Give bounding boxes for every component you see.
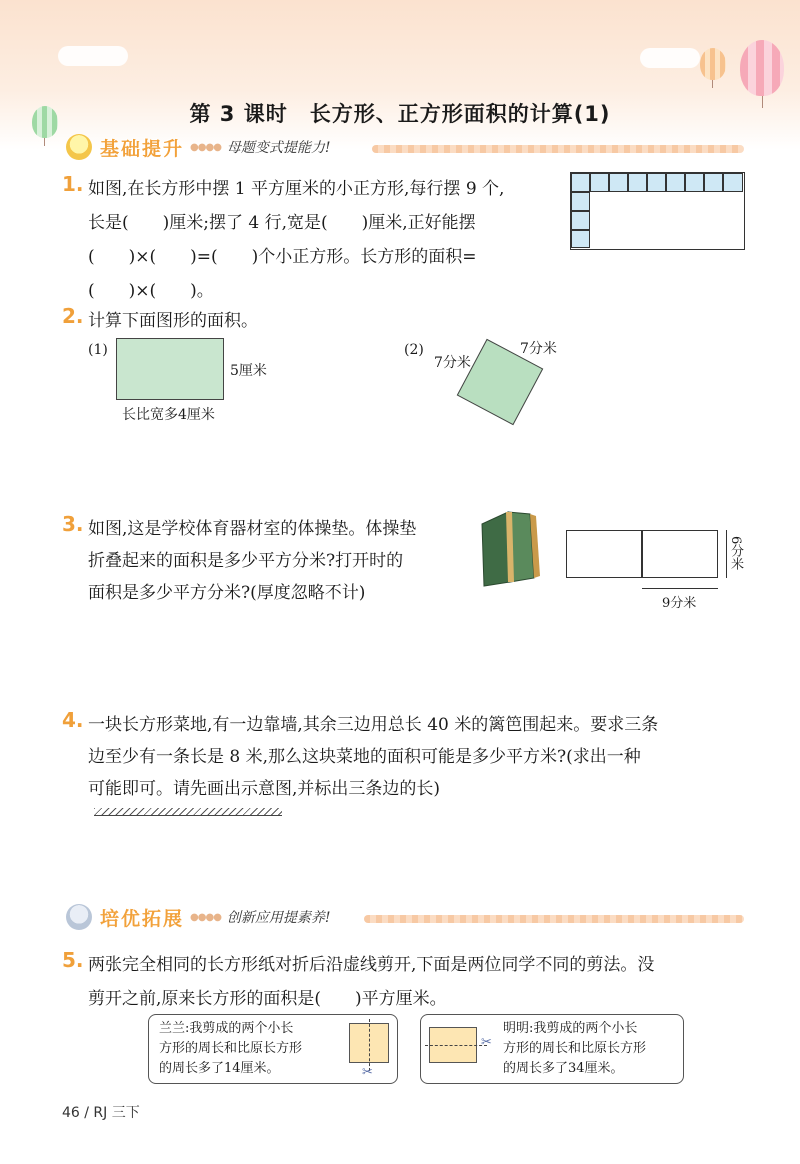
unit-square [647,173,666,192]
question-text-line: 面积是多少平方分米?(厚度忽略不计) [88,583,366,603]
hot-air-balloon-icon [700,48,726,80]
question-text-line: 一块长方形菜地,有一边靠墙,其余三边用总长 40 米的篱笆围起来。要求三条 [88,715,659,735]
student-card-mingming [420,1014,684,1084]
question-text-line: 折叠起来的面积是多少平方分米?打开时的 [88,551,404,571]
section-divider [372,145,744,153]
question-number: 4. [62,708,84,732]
length-relation-label: 长比宽多4厘米 [122,407,215,423]
cloud-decoration [58,46,128,66]
lesson-number: 第 3 课时 [189,102,288,126]
question-text-line: 长是( )厘米;摆了 4 行,宽是( )厘米,正好能摆 [88,213,476,233]
question-text-line: ( )×( )。 [88,281,214,301]
cut-line [369,1019,370,1071]
card-text-line: 明明:我剪成的两个小长 [503,1021,638,1036]
card-text-line: 方形的周长和比原长方形 [503,1041,647,1056]
card-text-line: 兰兰:我剪成的两个小长 [159,1021,294,1036]
unit-square [628,173,647,192]
unit-square [590,173,609,192]
question-number: 1. [62,172,84,196]
page-title [0,98,800,128]
unit-square [609,173,628,192]
dimension-line [642,588,718,589]
figure-label: (2) [404,342,424,358]
section-slogan: 母题变式提能力! [226,140,331,156]
student-card-lanlan [148,1014,398,1084]
cloud-decoration [640,48,700,68]
side-dimension-label: 6分米 [728,536,743,571]
question-text-line: ( )×( )=( )个小正方形。长方形的面积= [88,247,477,267]
card-text-line: 的周长多了34厘米。 [503,1061,624,1076]
unit-square [571,211,590,230]
unit-square [685,173,704,192]
rocket-icon [66,904,92,930]
question-text-line: 剪开之前,原来长方形的面积是( )平方厘米。 [88,989,447,1009]
side-length-label: 5厘米 [230,363,267,379]
lightbulb-icon [66,134,92,160]
question-text: 计算下面图形的面积。 [88,311,258,331]
unit-square [704,173,723,192]
side-length-label: 7分米 [520,341,557,357]
side-length-label: 7分米 [434,355,471,371]
scissors-icon: ✂ [362,1065,373,1080]
unit-square [571,230,590,248]
lesson-title: 长方形、正方形面积的计算(1) [309,102,611,126]
folded-gym-mat-picture [478,508,548,588]
unit-square [666,173,685,192]
section-divider [364,915,744,923]
hot-air-balloon-icon [740,40,784,96]
question-text-line: 边至少有一条长是 8 米,那么这块菜地的面积可能是多少平方米?(求出一种 [88,747,641,767]
wall-hatch-drawing [94,808,282,816]
question-text-line: 可能即可。请先画出示意图,并标出三条边的长) [88,779,441,799]
bottom-dimension-label: 9分米 [662,596,697,611]
opened-mat-diagram [566,530,718,578]
rectangle-grid-figure [570,172,745,250]
green-rectangle-figure [116,338,224,400]
section-slogan: 创新应用提素养! [226,910,331,926]
unit-square [571,173,590,192]
unit-square [723,173,743,192]
page-number: 46 / RJ 三下 [62,1105,140,1121]
question-text-line: 如图,在长方形中摆 1 平方厘米的小正方形,每行摆 9 个, [88,179,505,199]
question-text-line: 两张完全相同的长方形纸对折后沿虚线剪开,下面是两位同学不同的剪法。没 [88,955,655,975]
question-number: 3. [62,512,84,536]
scissors-icon: ✂ [481,1035,492,1050]
card-text-line: 方形的周长和比原长方形 [159,1041,303,1056]
card-text-line: 的周长多了14厘米。 [159,1061,280,1076]
question-number: 5. [62,948,84,972]
cut-line [425,1045,487,1046]
section-label: 培优拓展 [100,907,185,930]
question-text-line: 如图,这是学校体育器材室的体操垫。体操垫 [88,519,417,539]
section-label: 基础提升 [100,137,185,160]
unit-square [571,192,590,211]
section-header-basic: 基础提升 ●●●● 母题变式提能力! [66,132,331,162]
figure-label: (1) [88,342,108,358]
question-number: 2. [62,304,84,328]
section-header-advanced: 培优拓展 ●●●● 创新应用提素养! [66,902,331,932]
